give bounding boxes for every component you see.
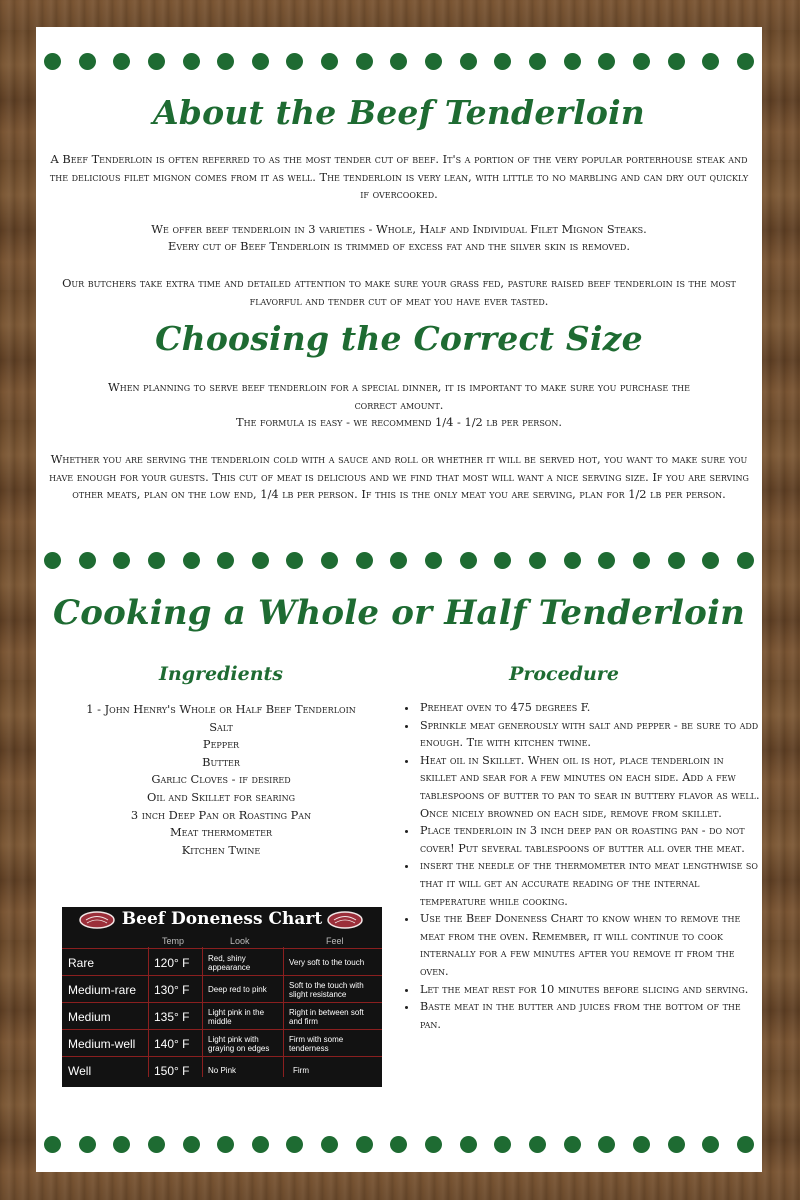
doneness-look: Deep red to pink bbox=[208, 985, 267, 994]
doneness-temp: 135° F bbox=[154, 1009, 190, 1024]
divider-dot bbox=[183, 1136, 200, 1153]
ingredient-item: Kitchen Twine bbox=[181, 842, 261, 857]
divider-dot bbox=[390, 552, 407, 569]
divider-dot bbox=[252, 552, 269, 569]
ingredients-list bbox=[36, 701, 406, 859]
doneness-name: Well bbox=[68, 1063, 92, 1078]
divider-dot bbox=[183, 53, 200, 70]
ingredient-item: Butter bbox=[202, 754, 240, 769]
divider-dot bbox=[668, 552, 685, 569]
ingredients-title: Ingredients bbox=[159, 663, 283, 685]
divider-dot bbox=[737, 1136, 754, 1153]
divider-dot bbox=[702, 53, 719, 70]
dot-divider-middle bbox=[44, 551, 754, 569]
divider-dot bbox=[79, 552, 96, 569]
divider-dot bbox=[668, 1136, 685, 1153]
doneness-temp: 120° F bbox=[154, 955, 190, 970]
divider-dot bbox=[633, 1136, 650, 1153]
ingredient-item: 3 inch Deep Pan or Roasting Pan bbox=[130, 807, 312, 822]
cooking-title: Cooking a Whole or Half Tenderloin bbox=[52, 593, 746, 633]
divider-dot bbox=[564, 53, 581, 70]
procedure-step: • Heat oil in Skillet. When oil is hot, place tenderloin in skillet and sear for a few minutes on each side. Add a few tablespoons of butter to pan to sear in buttery flavor as well. Once nicely browned on each side, remove from skillet. bbox=[418, 752, 762, 822]
divider-dot bbox=[113, 552, 130, 569]
divider-dot bbox=[183, 552, 200, 569]
size-paragraph-2: The formula is easy - we recommend 1/4 - 1/2 lb per person. bbox=[236, 415, 562, 429]
doneness-feel: Right in between soft and firm bbox=[289, 1007, 364, 1026]
divider-dot bbox=[425, 53, 442, 70]
doneness-look: Light pink with graying on edges bbox=[208, 1034, 270, 1053]
divider-dot bbox=[668, 53, 685, 70]
doneness-look: No Pink bbox=[208, 1066, 237, 1075]
content-card bbox=[36, 27, 762, 1172]
divider-dot bbox=[494, 53, 511, 70]
divider-dot bbox=[529, 1136, 546, 1153]
about-title: About the Beef Tenderloin bbox=[153, 93, 645, 132]
size-paragraph-1: When planning to serve beef tenderloin for a special dinner, it is important to make sure you purchase the correct amount. bbox=[108, 380, 690, 412]
ingredient-item: Oil and Skillet for searing bbox=[146, 789, 296, 804]
doneness-chart bbox=[62, 907, 382, 1087]
header-look: Look bbox=[230, 936, 250, 946]
doneness-name: Rare bbox=[68, 955, 95, 970]
doneness-temp: 140° F bbox=[154, 1036, 190, 1051]
divider-dot bbox=[113, 53, 130, 70]
divider-dot bbox=[79, 1136, 96, 1153]
doneness-row-rare bbox=[62, 948, 382, 976]
divider-dot bbox=[702, 552, 719, 569]
divider-dot bbox=[737, 552, 754, 569]
divider-dot bbox=[737, 53, 754, 70]
header-temp: Temp bbox=[162, 936, 185, 946]
procedure-step: • Baste meat in the butter and juices from the bottom of the pan. bbox=[418, 998, 762, 1033]
divider-dot bbox=[356, 1136, 373, 1153]
divider-dot bbox=[356, 552, 373, 569]
size-paragraph-3: Whether you are serving the tenderloin cold with a sauce and roll or whether it will be served hot, you want to make sure you have enough for your guests. This cut of meat is delicious and we find that most will want a nice serving size. If you are serving other meats, plan on the low end, 1/4 lb per person. If this is the only meat you are serving, plan for 1/2 lb per person. bbox=[49, 452, 749, 501]
divider-dot bbox=[494, 552, 511, 569]
divider-dot bbox=[217, 552, 234, 569]
about-paragraph-2b: Every cut of Beef Tenderloin is trimmed of excess fat and the silver skin is removed. bbox=[168, 239, 630, 253]
divider-dot bbox=[633, 552, 650, 569]
divider-dot bbox=[356, 53, 373, 70]
doneness-name: Medium-well bbox=[68, 1036, 136, 1051]
divider-dot bbox=[286, 552, 303, 569]
divider-dot bbox=[252, 53, 269, 70]
divider-dot bbox=[425, 552, 442, 569]
ingredient-item: Meat thermometer bbox=[170, 825, 272, 840]
divider-dot bbox=[148, 53, 165, 70]
divider-dot bbox=[702, 1136, 719, 1153]
divider-dot bbox=[529, 53, 546, 70]
divider-dot bbox=[321, 552, 338, 569]
divider-dot bbox=[598, 552, 615, 569]
ingredient-item: Salt bbox=[209, 719, 233, 734]
dot-divider-bottom bbox=[44, 1135, 754, 1153]
divider-dot bbox=[113, 1136, 130, 1153]
header-feel: Feel bbox=[326, 936, 344, 946]
divider-dot bbox=[44, 1136, 61, 1153]
doneness-look: Red, shiny appearance bbox=[208, 953, 251, 972]
ingredient-item: Garlic Cloves - if desired bbox=[151, 772, 291, 787]
about-paragraph-2a: We offer beef tenderloin in 3 varieties - Whole, Half and Individual Filet Mignon Steaks. bbox=[151, 222, 647, 236]
divider-dot bbox=[286, 1136, 303, 1153]
divider-dot bbox=[44, 552, 61, 569]
divider-dot bbox=[460, 1136, 477, 1153]
divider-dot bbox=[321, 53, 338, 70]
procedure-step: • Preheat oven to 475 degrees F. bbox=[418, 699, 762, 717]
doneness-chart-title: Beef Doneness Chart bbox=[121, 909, 323, 929]
divider-dot bbox=[633, 53, 650, 70]
ingredient-item: Pepper bbox=[202, 737, 240, 752]
dot-divider-top bbox=[44, 52, 754, 70]
divider-dot bbox=[252, 1136, 269, 1153]
divider-dot bbox=[148, 1136, 165, 1153]
procedure-step: • Place tenderloin in 3 inch deep pan or roasting pan - do not cover! Put several tablespoons of butter all over the meat. bbox=[418, 822, 762, 857]
divider-dot bbox=[286, 53, 303, 70]
about-paragraph-1: A Beef Tenderloin is often referred to as the most tender cut of beef. It's a portion of the very popular porterhouse steak and the delicious filet mignon comes from it as well. The tenderloin is very lean, with little to no marbling and can dry out quickly if overcooked. bbox=[49, 152, 749, 201]
doneness-feel: Firm with some tenderness bbox=[289, 1034, 344, 1053]
doneness-temp: 150° F bbox=[154, 1063, 190, 1078]
divider-dot bbox=[564, 1136, 581, 1153]
procedure-step: • Sprinkle meat generously with salt and pepper - be sure to add enough. Tie with kitchen twine. bbox=[418, 717, 762, 752]
about-paragraph-3: Our butchers take extra time and detailed attention to make sure your grass fed, pasture raised beef tenderloin is the most flavorful and tender cut of meat you have ever tasted. bbox=[62, 276, 736, 308]
divider-dot bbox=[460, 53, 477, 70]
doneness-name: Medium bbox=[68, 1009, 111, 1024]
doneness-name: Medium-rare bbox=[68, 982, 137, 997]
doneness-row-medium bbox=[62, 1002, 382, 1030]
doneness-row-well bbox=[62, 1056, 382, 1084]
divider-dot bbox=[529, 552, 546, 569]
doneness-feel: Firm bbox=[293, 1066, 309, 1075]
divider-dot bbox=[598, 53, 615, 70]
procedure-list bbox=[402, 699, 762, 1033]
procedure-step: • Let the meat rest for 10 minutes before slicing and serving. bbox=[418, 981, 762, 999]
ingredient-item: 1 - John Henry's Whole or Half Beef Tenderloin bbox=[86, 702, 356, 716]
doneness-look: Light pink in the middle bbox=[208, 1007, 265, 1026]
doneness-row-medium-rare bbox=[62, 975, 382, 1003]
doneness-feel: Soft to the touch with slight resistance bbox=[289, 980, 364, 999]
divider-dot bbox=[217, 53, 234, 70]
divider-dot bbox=[598, 1136, 615, 1153]
steak-icon-right bbox=[326, 910, 364, 930]
divider-dot bbox=[390, 1136, 407, 1153]
size-title: Choosing the Correct Size bbox=[155, 319, 643, 358]
divider-dot bbox=[425, 1136, 442, 1153]
divider-dot bbox=[460, 552, 477, 569]
divider-dot bbox=[390, 53, 407, 70]
divider-dot bbox=[494, 1136, 511, 1153]
divider-dot bbox=[148, 552, 165, 569]
procedure-title: Procedure bbox=[509, 663, 619, 685]
divider-dot bbox=[564, 552, 581, 569]
divider-dot bbox=[44, 53, 61, 70]
procedure-step: • Use the Beef Doneness Chart to know when to remove the meat from the oven. Remember, it will continue to cook internally for a few minutes after you remove it from the oven. bbox=[418, 910, 762, 980]
doneness-temp: 130° F bbox=[154, 982, 190, 997]
doneness-feel: Very soft to the touch bbox=[289, 958, 365, 967]
divider-dot bbox=[321, 1136, 338, 1153]
procedure-step: • insert the needle of the thermometer into meat lengthwise so that it will get an accurate reading of the internal temperature while cooking. bbox=[418, 857, 762, 910]
divider-dot bbox=[217, 1136, 234, 1153]
doneness-row-medium-well bbox=[62, 1029, 382, 1057]
divider-dot bbox=[79, 53, 96, 70]
